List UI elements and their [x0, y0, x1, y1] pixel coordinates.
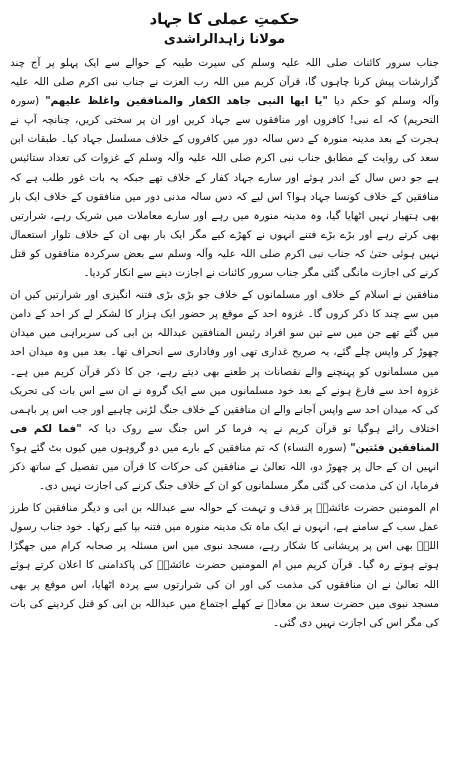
paragraph-text: (سورہ النساء) کہ تم منافقین کے بارے میں دو گروہوں میں کیوں بٹ گئے ہو؟ انہیں ان کے حال پر چھوڑ دو، اللہ تعالیٰ نے منافقین کی حرکات کا قرآن میں تفصیل کے ساتھ ذکر فرمایا، ان کی مذمت کی گئی مگر مسلمانوں کو ان کے خلاف جنگ کرنے کی اجازت نہیں دی۔ — [10, 441, 439, 493]
paragraph-text: (سورہ التحریم) کہ اے نبی! کافروں اور منافقوں سے جہاد کریں اور ان پر سختی کریں، چنانچہ آپ نے ہجرت کے بعد مدینہ منورہ کے دس سالہ دور میں کافروں کے خلاف مسلسل جہاد کیا۔ طبقات ابن سعد کی روایت کے مطابق جناب نبی اکرم صلی اللہ علیہ وآلہ وسلم کے غزوات کی تعداد ستائیس ہے جو دس سال کے اندر ہوئے اور سارے جہاد کفار کے خلاف تھے جبکہ یہ بات غور طلب ہے کہ منافقین کے خلاف کونسا جہاد ہوا؟ اس لیے کہ دس سالہ مدنی دور میں منافقوں کے خلاف ایک بار بھی ہتھیار نہیں اٹھایا گیا، وہ مدینہ منورہ میں رہے اور سارے معاملات میں شریک رہے، شرارتیں بھی کرتے رہے اور بڑے بڑے فتنے انہوں نے کھڑے کیے مگر ایک بار بھی ان کے خلاف تلوار استعمال نہیں ہوئی حتیٰ کہ جناب نبی اکرم صلی اللہ علیہ وآلہ وسلم سے بعض سرکردہ منافقوں کو قتل کرنے کی اجازت مانگی گئی مگر جناب سرور کائنات نے اجازت دینے سے انکار کردیا۔ — [10, 95, 439, 280]
paragraph-text: جناب سرور کائنات صلی اللہ علیہ وسلم کی سیرت طیبہ کے حوالے سے ایک پہلو پر آج چند گزارشات پیش کرنا چاہوں گا، قرآن کریم میں اللہ رب العزت نے جناب نبی اکرم صلی اللہ علیہ وآلہ وسلم کو حکم دیا — [10, 57, 439, 108]
article-body — [10, 54, 439, 633]
paragraph-text: ام المومنین حضرت عائشہؓ پر قذف و تہمت کے حوالہ سے عبداللہ بن ابی و دیگر منافقین کا طرز عمل سب کے سامنے ہے، انہوں نے ایک ماہ تک مدینہ منورہ میں فتنہ بپا کیے رکھا۔ خود جناب رسول اللہؐ بھی اس پر پریشانی کا شکار رہے، مسجد نبوی میں اس مسئلہ پر صحابہ کرام میں جھگڑا ہوتے ہوتے رہ گیا۔ قرآن کریم میں ام المومنین حضرت عائشہؓ کی پاکدامنی کا اعلان کرتے ہوئے اللہ تعالیٰ نے ان منافقوں کی مذمت کی اور ان کی شرارتوں سے پردہ اٹھایا، اس موقع پر بھی مسجد نبوی میں حضرت سعد بن معاذؓ نے کھلے اجتماع میں عبداللہ بن ابی کو قتل کردینے کی بات کی مگر اس کی اجازت نہیں دی گئی۔ — [10, 502, 439, 629]
quoted-verse: "یا ایھا النبی جاھد الکفار والمنافقین واغلظ علیھم" — [45, 95, 328, 108]
paragraph-text: منافقین نے اسلام کے خلاف اور مسلمانوں کے خلاف جو بڑی بڑی فتنہ انگیزی اور شرارتیں کیں ان میں سے چند کا ذکر کروں گا۔ غزوہ احد کے موقع پر حضور ایک ہزار کا لشکر لے کر احد کے دامن میں گئے تھے جن میں سے تین سو افراد رئیس المنافقین عبداللہ بن ابی کی سربراہی میں میدان چھوڑ کر واپس چلے گئے، یہ صریح غداری تھی اور وفاداری سے انحراف تھا۔ بعد میں وہ میدان احد میں مسلمانوں کو پہنچنے والے نقصانات پر طعنے بھی دیتے رہے، جن کا ذکر قرآن کریم میں ہے۔ غزوہ احد سے فارغ ہونے کے بعد خود مسلمانوں میں سے ایک گروہ نے ان سے اس بات کی تحریک کی کہ میدان احد سے واپس آجانے والے ان منافقین کے خلاف جنگ لڑنی چاہیے اور جب اس پر باہمی اختلاف رائے ہوگیا تو قرآن کریم نے یہ فرما کر اس جنگ سے روک دیا کہ — [10, 289, 440, 435]
quoted-verse: "فما لکم فی المنافقین فئتین" — [10, 422, 440, 454]
paragraph — [10, 54, 439, 283]
paragraph — [10, 286, 439, 496]
article-author: مولانا زاہدالراشدی — [163, 32, 286, 47]
paragraph — [10, 499, 439, 633]
article-title: حکمتِ عملی کا جہاد — [149, 10, 300, 28]
